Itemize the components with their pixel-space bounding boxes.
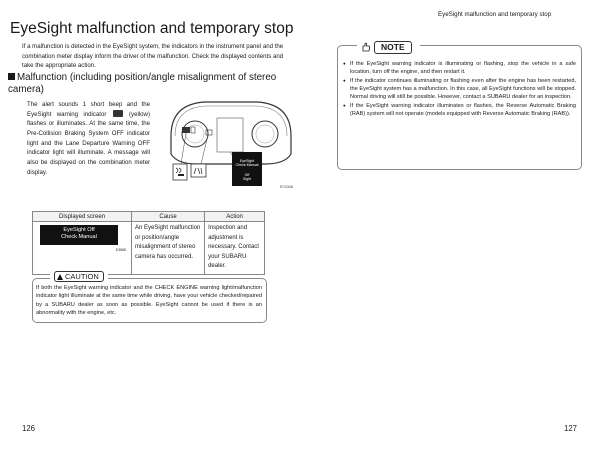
section-heading: [8, 72, 288, 96]
section-heading-text: Malfunction (including position/angle misalignment of stereo camera): [8, 72, 277, 95]
note-item: ● If the EyeSight warning indicator illuminates or flashes, the Reverse Automatic Braking (RAB) system will not operate (models equipped with Reverse Automatic Braking (RAB)).: [343, 102, 576, 119]
indicator-small-2: [191, 127, 195, 133]
precollision-off-text-mark: [178, 174, 184, 176]
screen-image-code: E3565: [115, 248, 126, 252]
screen-message-image: [40, 225, 118, 245]
eyesight-warning-icon: [113, 110, 123, 117]
section-body-text-2: (yellow) flashes or illuminates. At the same time, the Pre-Collision Braking System OFF indicator light and the Lane Departure Warning OFF indicator light will illuminate. A message will also be displayed on the combination meter display.: [27, 110, 150, 176]
indicator-small-3: [206, 130, 212, 135]
screen-message-line: Check Manual: [61, 234, 97, 240]
note-item: ● If the indicator continues illuminating or flashing even after the engine has been restarted, the EyeSight system has a malfunction. In this case, all EyeSight functions will be stopped. Normal driving will still be possible. However, contact a SUBARU dealer for an inspection.: [343, 77, 576, 102]
square-bullet-icon: [8, 73, 15, 80]
malfunction-table: [32, 211, 265, 275]
page-number-left: 126: [22, 424, 36, 433]
screen-message-line: EyeSight Off: [63, 227, 95, 233]
eyesight-indicator-small: [182, 127, 190, 133]
right-gauge-ring: [256, 125, 274, 143]
instrument-cluster-figure: [165, 94, 297, 190]
table-header-cell: Cause: [132, 212, 205, 222]
meter-display-line-1: EyeSight: [239, 159, 255, 163]
section-body-text-1: The alert sounds 1 short beep and the EyeSight warning indicator: [27, 101, 150, 118]
figure-code: EC0346: [280, 185, 293, 189]
note-hand-icon: [361, 42, 371, 52]
action-cell: Inspection and adjustment is necessary. Contact your SUBARU dealer.: [205, 222, 265, 275]
note-label: [357, 40, 420, 54]
page-title: EyeSight malfunction and temporary stop: [10, 20, 294, 37]
caution-label: [50, 271, 108, 282]
table-header-cell: Displayed screen: [33, 212, 132, 222]
cause-cell: An EyeSight malfunction or position/angle misalignment of stereo camera has occurred.: [132, 222, 205, 275]
warning-triangle-icon: [57, 274, 63, 280]
center-display-frame: [217, 118, 243, 152]
caution-text: If both the EyeSight warning indicator and the CHECK ENGINE warning light/malfunction indicator light illuminate at the same time while driving, have your vehicle checked/repaired by a SUBARU dealer as soon as possible. EyeSight cannot be used if there is an abnormality with the engine, etc.: [36, 285, 262, 316]
displayed-screen-cell: [33, 222, 132, 275]
caution-label-text: CAUTION: [65, 272, 99, 281]
running-head: EyeSight malfunction and temporary stop: [438, 11, 552, 18]
table-header-cell: Action: [205, 212, 265, 222]
section-body: [27, 100, 150, 177]
page-number-right: 127: [564, 424, 578, 433]
note-badge: NOTE: [374, 41, 412, 54]
table-header-row: [33, 212, 265, 222]
table-row: [33, 222, 265, 275]
meter-display-line-4: Sight: [242, 177, 252, 181]
callout-line-1: [181, 133, 186, 164]
note-item: ● If the EyeSight warning indicator is illuminating or flashing, stop the vehicle in a safe location, turn off the engine, and then restart it.: [343, 60, 576, 77]
note-list: [343, 60, 576, 118]
meter-display-line-2: Check Manual: [235, 163, 259, 167]
intro-paragraph: If a malfunction is detected in the EyeSight system, the indicators in the instrument panel and the combination meter display inform the driver of the malfunction. Check the displayed contents and take the appropriate action.: [22, 43, 284, 70]
meter-display-line-3: Off: [244, 173, 250, 177]
caution-badge: [54, 271, 104, 282]
